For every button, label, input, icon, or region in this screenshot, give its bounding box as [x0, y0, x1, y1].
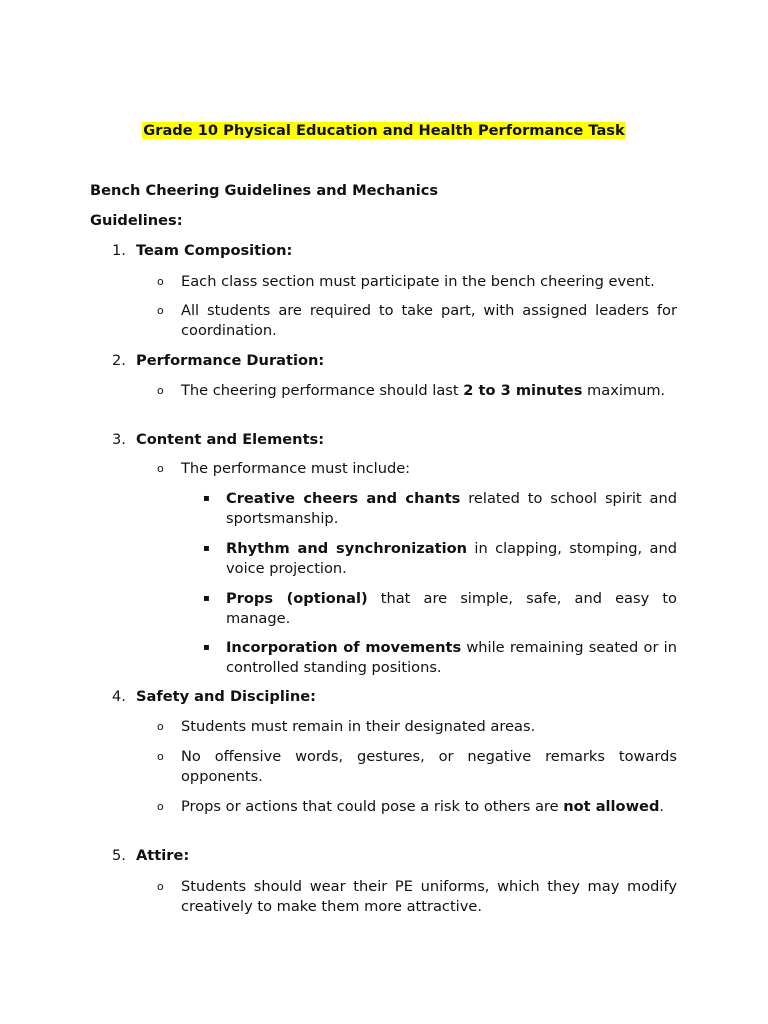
bullet-icon: o [157, 304, 164, 317]
bullet-icon: o [157, 384, 164, 397]
bullet-text [181, 381, 677, 401]
bullet-text: All students are required to take part, with assigned leaders for coordination. [181, 302, 677, 339]
bullet-text-bold: 2 to 3 minutes [463, 382, 583, 399]
sub-bullet-rest: in clapping, stomping, and voice projection. [226, 540, 678, 577]
section-heading: Bench Cheering Guidelines and Mechanics [90, 182, 439, 199]
sub-bullet-rest: that are simple, safe, and easy to manage. [226, 590, 677, 627]
sub-bullet-icon: ▪ [203, 593, 210, 604]
item-label: Team Composition: [136, 242, 293, 259]
bullet-text: The performance must include: [181, 460, 411, 477]
bullet-text-part: Props or actions that could pose a risk to others are [181, 798, 564, 815]
guidelines-heading: Guidelines: [90, 212, 183, 229]
bullet-icon: o [157, 275, 164, 288]
item-label: Content and Elements: [136, 431, 325, 448]
bullet-text-part: The cheering performance should last [181, 382, 464, 399]
item-number: 1. [112, 242, 126, 259]
item-label: Attire: [136, 847, 190, 864]
bullet-text-part: maximum. [582, 382, 666, 399]
sub-bullet-bold: Rhythm and synchronization [226, 540, 468, 557]
title-line [0, 121, 768, 141]
bullet-text: No offensive words, gestures, or negative remarks towards opponents. [181, 748, 677, 785]
sub-bullet-rest: related to school spirit and sportsmanship. [226, 490, 677, 527]
sub-bullet-text [226, 589, 677, 629]
bullet-text-part: . [659, 798, 665, 815]
sub-bullet-bold: Incorporation of movements [226, 639, 462, 656]
item-label: Performance Duration: [136, 352, 325, 369]
sub-bullet-icon: ▪ [203, 543, 210, 554]
item-label: Safety and Discipline: [136, 688, 316, 705]
bullet-icon: o [157, 750, 164, 763]
bullet-icon: o [157, 880, 164, 893]
sub-bullet-text [226, 489, 677, 529]
bullet-text: Each class section must participate in the bench cheering event. [181, 273, 655, 290]
sub-bullet-bold: Props (optional) [226, 590, 368, 607]
sub-bullet-bold: Creative cheers and chants [226, 490, 461, 507]
sub-bullet-icon: ▪ [203, 642, 210, 653]
bullet-icon: o [157, 462, 164, 475]
bullet-icon: o [157, 800, 164, 813]
sub-bullet-text [226, 539, 677, 579]
sub-bullet-icon: ▪ [203, 493, 210, 504]
document-title: Grade 10 Physical Education and Health Performance Task [143, 122, 625, 139]
bullet-text: Students should wear their PE uniforms, which they may modify creatively to make them more attractive. [181, 878, 677, 915]
item-number: 4. [112, 688, 126, 705]
item-number: 5. [112, 847, 126, 864]
bullet-text: Students must remain in their designated areas. [181, 718, 536, 735]
bullet-icon: o [157, 720, 164, 733]
sub-bullet-text [226, 638, 677, 678]
sub-bullet-rest: while remaining seated or in controlled standing positions. [226, 639, 677, 676]
bullet-text [181, 797, 677, 817]
item-number: 2. [112, 352, 126, 369]
item-number: 3. [112, 431, 126, 448]
bullet-text-bold: not allowed [563, 798, 660, 815]
